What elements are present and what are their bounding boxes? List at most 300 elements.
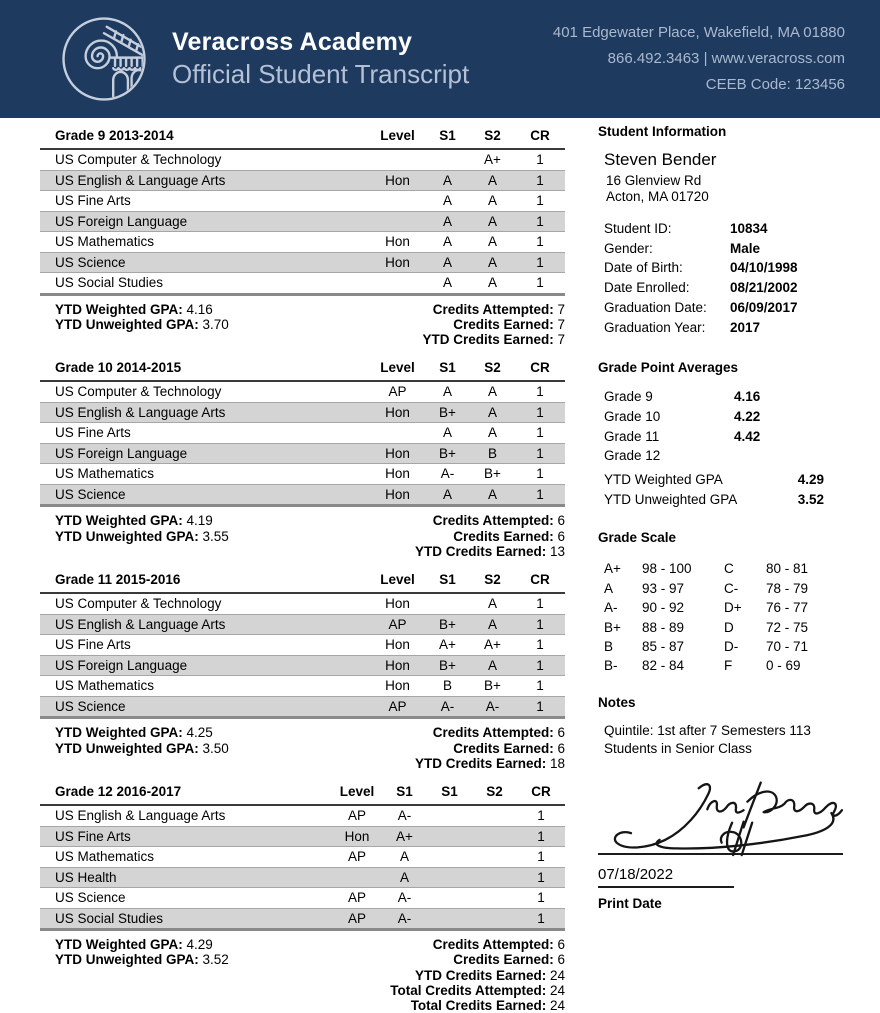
grade-cell [425, 150, 470, 170]
grade-cell [427, 847, 472, 867]
course-row [40, 382, 565, 403]
grade-cell: Hon [385, 172, 410, 188]
grade-scale-section [598, 530, 850, 675]
course-row [40, 444, 565, 465]
document-title: Official Student Transcript [172, 59, 470, 89]
scale-range: 82 - 84 [642, 658, 685, 674]
grade-cell: 1 [536, 213, 544, 229]
summary-line-label: Credits Earned: [453, 528, 554, 544]
course-row [40, 635, 565, 656]
grade-cell: AP [388, 384, 407, 400]
info-row [598, 298, 850, 318]
grade-cell: A [442, 275, 452, 290]
summary-line-label: YTD Weighted GPA: [55, 301, 183, 317]
grade-cell [472, 909, 517, 929]
column-header: Level [339, 784, 375, 800]
grade-cell: 1 [537, 849, 545, 865]
notes-section [598, 695, 850, 759]
grade-cell: Hon [385, 678, 410, 694]
gpa-grade-rows [598, 387, 850, 466]
course-name: US Foreign Language [55, 445, 188, 461]
summary-line-label: YTD Credits Earned: [422, 332, 554, 348]
grade-cell: 1 [536, 193, 544, 208]
grade-cell: A [487, 172, 497, 188]
grade-cell: 1 [537, 808, 545, 824]
course-name: US Science [55, 486, 126, 502]
course-row [40, 615, 565, 636]
summary-line-label: Total Credits Attempted: [390, 983, 547, 999]
grade-cell: 1 [536, 234, 544, 249]
grade-cell: 1 [536, 404, 544, 420]
scale-letter: D- [724, 639, 739, 655]
gpa-label: Grade 9 [604, 389, 653, 405]
course-row [40, 888, 565, 909]
summary-line: Credits Attempted: 7 [432, 301, 565, 317]
section-header-row [40, 124, 565, 150]
grade-cell: AP [347, 808, 366, 824]
scale-letter: B+ [604, 619, 621, 635]
credit-summary [390, 937, 565, 1013]
grade-cell [332, 868, 382, 888]
course-name: US Fine Arts [55, 425, 131, 441]
school-name: Veracross Academy [172, 28, 413, 56]
grade-cell [370, 423, 425, 443]
grade-cell: A [442, 193, 452, 208]
grade-cell [370, 273, 425, 293]
summary-line-label: YTD Unweighted GPA: [55, 528, 199, 544]
grade-cell: A+ [484, 637, 501, 653]
column-header: S1 [439, 360, 456, 376]
grade-cell: A [487, 616, 497, 632]
scale-range: 78 - 79 [766, 580, 809, 596]
summary-line: YTD Weighted GPA: 4.19 [55, 513, 213, 529]
grade-cell: 1 [536, 466, 544, 482]
section-title: Grade 9 2013-2014 [55, 128, 174, 143]
student-address [598, 173, 850, 204]
summary-line-label: Credits Earned: [453, 316, 554, 332]
grade-cell [427, 868, 472, 888]
grade-cell [472, 888, 517, 908]
scale-letter: A+ [604, 561, 621, 577]
grade-cell: A- [440, 466, 455, 482]
field-label: Graduation Year: [604, 319, 706, 335]
grade-cell: A+ [439, 637, 456, 653]
summary-line: YTD Unweighted GPA: 3.50 [55, 740, 229, 756]
summary-line: Total Credits Attempted: 24 [390, 983, 565, 999]
section-title: Grade 10 2014-2015 [55, 360, 182, 376]
grade-cell [427, 827, 472, 847]
summary-line-label: YTD Weighted GPA: [55, 937, 183, 953]
summary-line: Credits Earned: 6 [453, 740, 565, 756]
info-row [598, 318, 850, 338]
scale-letter: A [604, 580, 614, 596]
scale-range: 80 - 81 [766, 561, 809, 577]
grade-cell: B+ [439, 616, 456, 632]
grade-cell: A [487, 486, 497, 502]
scale-range: 72 - 75 [766, 619, 809, 635]
grade-cell [472, 868, 517, 888]
summary-line: YTD Credits Earned: 7 [422, 332, 565, 348]
print-date-line [598, 886, 734, 888]
column-header: S1 [441, 784, 458, 800]
grade-cell: AP [347, 890, 366, 906]
summary-line-label: YTD Weighted GPA: [55, 725, 183, 741]
scale-letter: B [604, 639, 614, 655]
summary-line-label: Credits Attempted: [432, 513, 554, 529]
field-value: 10834 [730, 221, 768, 236]
scale-range: 98 - 100 [642, 561, 692, 577]
credit-summary [415, 513, 565, 559]
course-row [40, 868, 565, 889]
grade-cell: B+ [484, 466, 501, 482]
grade-cell: B [487, 445, 497, 461]
course-name: US Science [55, 890, 126, 906]
scale-range: 88 - 89 [642, 619, 685, 635]
grade-cell: A [442, 234, 452, 249]
gpa-averages-section [598, 360, 850, 509]
section-title: Grade 12 2016-2017 [55, 784, 182, 800]
grade-cell: A- [397, 910, 412, 926]
summary-line: Credits Earned: 6 [453, 952, 565, 968]
grade-section [40, 356, 565, 559]
grade-cell: B [442, 678, 452, 694]
grade-section [40, 780, 565, 1013]
field-value: Male [730, 240, 761, 256]
summary-line-label: Credits Earned: [453, 952, 554, 968]
grade-cell: A [442, 384, 452, 400]
gpa-summary [40, 513, 229, 559]
field-label: Date of Birth: [604, 260, 683, 276]
scale-letter: F [724, 658, 733, 674]
field-value: 06/09/2017 [730, 299, 798, 315]
gpa-value: 4.42 [734, 428, 761, 444]
gpa-row [598, 446, 850, 466]
scale-range: 0 - 69 [766, 658, 801, 674]
course-rows [40, 150, 565, 296]
grade-cell: 1 [536, 616, 544, 632]
scale-letter: A- [604, 600, 618, 616]
course-name: US Science [55, 254, 126, 270]
column-header: S2 [484, 128, 501, 143]
field-label: Student ID: [604, 221, 672, 236]
grade-cell: A [487, 213, 497, 229]
signature-section [598, 773, 850, 911]
address-line: Acton, MA 01720 [606, 188, 709, 204]
grade-cell: Hon [385, 486, 410, 502]
grade-cell: A [487, 657, 497, 673]
grade-cell: 1 [536, 596, 544, 612]
grade-cell: 1 [536, 172, 544, 188]
summary-line: Credits Earned: 7 [453, 316, 565, 332]
course-row [40, 171, 565, 192]
grade-cell: 1 [537, 869, 545, 885]
summary-line-label: Credits Attempted: [432, 301, 554, 317]
grade-cell [427, 888, 472, 908]
summary-line-label: YTD Unweighted GPA: [55, 316, 199, 332]
grade-cell: A [487, 254, 497, 270]
section-summary [40, 931, 565, 1013]
grade-cell: 1 [536, 657, 544, 673]
course-name: US English & Language Arts [55, 172, 226, 188]
summary-line: YTD Weighted GPA: 4.16 [55, 301, 213, 317]
info-row [598, 258, 850, 278]
column-header: CR [530, 572, 550, 588]
summary-line: Total Credits Earned: 24 [410, 998, 565, 1013]
grade-cell: Hon [385, 404, 410, 420]
section-summary [40, 296, 565, 348]
course-name: US Foreign Language [55, 213, 188, 229]
summary-line: YTD Weighted GPA: 4.29 [55, 937, 213, 953]
field-value: 2017 [730, 319, 761, 335]
grade-cell [472, 847, 517, 867]
course-name: US Mathematics [55, 234, 155, 249]
grade-cell: 1 [536, 698, 544, 714]
course-row [40, 464, 565, 485]
info-row [598, 239, 850, 259]
gpa-averages-heading: Grade Point Averages [598, 360, 739, 376]
field-label: Gender: [604, 240, 653, 256]
summary-line-label: Credits Attempted: [432, 937, 554, 953]
student-info-heading: Student Information [598, 124, 727, 139]
course-name: US Health [55, 869, 117, 885]
grade-cell: A [442, 172, 452, 188]
scale-range: 70 - 71 [766, 639, 809, 655]
summary-line: YTD Unweighted GPA: 3.52 [55, 952, 229, 968]
grade-cell: B+ [439, 657, 456, 673]
grade-cell: A [442, 254, 452, 270]
gpa-summary [40, 725, 229, 771]
grade-cell: A [487, 596, 497, 612]
grade-cell: Hon [344, 828, 370, 844]
student-fields [598, 219, 850, 337]
grade-section [40, 124, 565, 347]
course-rows [40, 806, 565, 931]
grade-cell: A [487, 404, 497, 420]
column-header: S2 [484, 572, 501, 588]
grade-cell [370, 212, 425, 232]
gpa-label: YTD Unweighted GPA [604, 491, 738, 507]
notes-text: Quintile: 1st after 7 Semesters 113 Students in Senior Class [604, 722, 811, 757]
grade-cell: A [487, 425, 497, 441]
nautilus-columns-crest-icon [58, 13, 150, 105]
column-header: S2 [484, 360, 501, 376]
section-title: Grade 11 2015-2016 [55, 572, 181, 588]
grade-cell: AP [347, 910, 366, 926]
grade-cell: 1 [536, 445, 544, 461]
ceeb-code: CEEB Code: 123456 [705, 76, 845, 93]
print-date-label: Print Date [598, 895, 662, 911]
course-row [40, 806, 565, 827]
grade-cell: 1 [537, 890, 545, 906]
print-date-value: 07/18/2022 [598, 865, 674, 883]
grade-cell: AP [388, 698, 407, 714]
section-header-row [40, 356, 565, 382]
grade-cell: A- [397, 808, 412, 824]
grade-cell: 1 [537, 910, 545, 926]
course-row [40, 676, 565, 697]
column-header: CR [530, 360, 550, 376]
info-row [598, 219, 850, 239]
gpa-summary [40, 302, 229, 348]
course-row [40, 697, 565, 717]
grade-cell: Hon [385, 596, 410, 612]
grade-cell: 1 [537, 828, 545, 844]
summary-line-label: YTD Credits Earned: [414, 755, 547, 771]
student-name: Steven Bender [604, 150, 717, 169]
grade-cell: B+ [484, 678, 501, 694]
grade-cell: A [442, 425, 452, 441]
scale-letter: C- [724, 580, 739, 596]
credit-summary [422, 302, 565, 348]
field-label: Graduation Date: [604, 299, 707, 315]
column-header: S2 [486, 784, 503, 800]
grade-scale-grid [598, 559, 850, 675]
gpa-label: Grade 12 [604, 448, 661, 464]
course-name: US Social Studies [55, 910, 164, 926]
grade-cell: A [442, 213, 452, 229]
gpa-row [598, 387, 850, 407]
grade-cell [472, 806, 517, 826]
gpa-value: 4.22 [734, 408, 761, 424]
grade-cell: A [487, 193, 497, 208]
course-row [40, 909, 565, 929]
grade-cell: B+ [439, 404, 456, 420]
course-rows [40, 594, 565, 719]
transcript-sections [40, 124, 565, 1013]
course-name: US Science [55, 698, 126, 714]
column-header: CR [530, 128, 550, 143]
summary-line: Credits Attempted: 6 [432, 725, 565, 741]
scale-range: 85 - 87 [642, 639, 685, 655]
summary-line-label: YTD Unweighted GPA: [55, 952, 199, 968]
gpa-summary [40, 937, 229, 1013]
grade-cell: 1 [536, 425, 544, 441]
course-name: US Mathematics [55, 849, 155, 865]
credit-summary [415, 725, 565, 771]
scale-letter: D+ [724, 600, 742, 616]
grade-cell: A [487, 384, 497, 400]
summary-line: YTD Credits Earned: 18 [414, 755, 565, 771]
course-name: US English & Language Arts [55, 808, 226, 824]
course-name: US Fine Arts [55, 193, 131, 208]
course-name: US Foreign Language [55, 657, 188, 673]
school-phone-website: 866.492.3463 | www.veracross.com [607, 50, 845, 67]
grade-cell: A- [485, 698, 500, 714]
summary-line-label: YTD Credits Earned: [414, 543, 547, 559]
gpa-label: YTD Weighted GPA [604, 472, 723, 488]
summary-line-label: YTD Credits Earned: [414, 967, 547, 983]
grade-cell: A [442, 486, 452, 502]
letterhead [0, 0, 880, 118]
summary-line-label: Credits Earned: [453, 740, 554, 756]
sidebar [598, 124, 850, 1013]
course-row [40, 827, 565, 848]
course-row [40, 273, 565, 293]
summary-line: Credits Attempted: 6 [432, 937, 565, 953]
grade-cell: AP [388, 616, 407, 632]
grade-cell: Hon [385, 234, 410, 249]
summary-line-label: YTD Weighted GPA: [55, 513, 183, 529]
summary-line: Credits Earned: 6 [453, 528, 565, 544]
field-label: Date Enrolled: [604, 280, 690, 296]
gpa-total-rows [598, 470, 850, 509]
notes-heading: Notes [598, 694, 636, 710]
grade-cell: 1 [536, 637, 544, 653]
grade-cell: Hon [385, 254, 410, 270]
course-row [40, 403, 565, 424]
course-row [40, 253, 565, 274]
scale-range: 76 - 77 [766, 600, 809, 616]
page-body [0, 118, 880, 1013]
signature-line [598, 853, 843, 855]
grade-cell: A [487, 234, 497, 249]
course-name: US Fine Arts [55, 828, 131, 844]
gpa-row [598, 490, 850, 510]
column-header: Level [380, 360, 415, 376]
course-name: US English & Language Arts [55, 404, 226, 420]
summary-line-label: Total Credits Earned: [410, 998, 547, 1013]
section-summary [40, 719, 565, 771]
course-row [40, 191, 565, 212]
grade-cell: A+ [396, 828, 413, 844]
course-name: US Fine Arts [55, 637, 131, 653]
grade-cell: A- [397, 890, 412, 906]
scale-letter: B- [604, 658, 618, 674]
gpa-row [598, 470, 850, 490]
grade-cell [425, 594, 470, 614]
scale-letter: C [724, 561, 734, 577]
info-row [598, 278, 850, 298]
grade-cell: 1 [536, 152, 544, 167]
school-address: 401 Edgewater Place, Wakefield, MA 01880 [552, 24, 845, 41]
section-header-row [40, 568, 565, 594]
header-titles [172, 27, 469, 91]
address-line: 16 Glenview Rd [606, 173, 702, 188]
scale-letter: D [724, 619, 734, 635]
scale-range: 90 - 92 [642, 600, 685, 616]
contact-block [553, 20, 845, 98]
course-row [40, 485, 565, 505]
grade-cell: Hon [385, 466, 410, 482]
course-row [40, 656, 565, 677]
course-row [40, 212, 565, 233]
student-info-section [598, 124, 850, 337]
grade-cell: 1 [536, 254, 544, 270]
column-header: CR [531, 784, 551, 800]
john-hancock-signature-icon [602, 773, 847, 857]
grade-cell: A [487, 275, 497, 290]
grade-section [40, 568, 565, 771]
grade-cell: A+ [484, 152, 501, 167]
grade-cell: A [399, 869, 409, 885]
column-header: Level [380, 128, 415, 143]
grade-cell: A [399, 849, 409, 865]
gpa-label: Grade 11 [604, 428, 660, 444]
column-header: S1 [439, 128, 456, 143]
course-name: US Computer & Technology [55, 384, 222, 400]
summary-line: Credits Attempted: 6 [432, 513, 565, 529]
gpa-label: Grade 10 [604, 408, 661, 424]
course-name: US Mathematics [55, 466, 155, 482]
grade-cell: 1 [536, 275, 544, 290]
section-header-row [40, 780, 565, 806]
course-name: US English & Language Arts [55, 616, 226, 632]
course-name: US Computer & Technology [55, 596, 222, 612]
summary-line: YTD Unweighted GPA: 3.70 [55, 316, 229, 332]
column-header: Level [380, 572, 415, 588]
column-header: S1 [439, 572, 456, 588]
summary-line: YTD Weighted GPA: 4.25 [55, 725, 213, 741]
